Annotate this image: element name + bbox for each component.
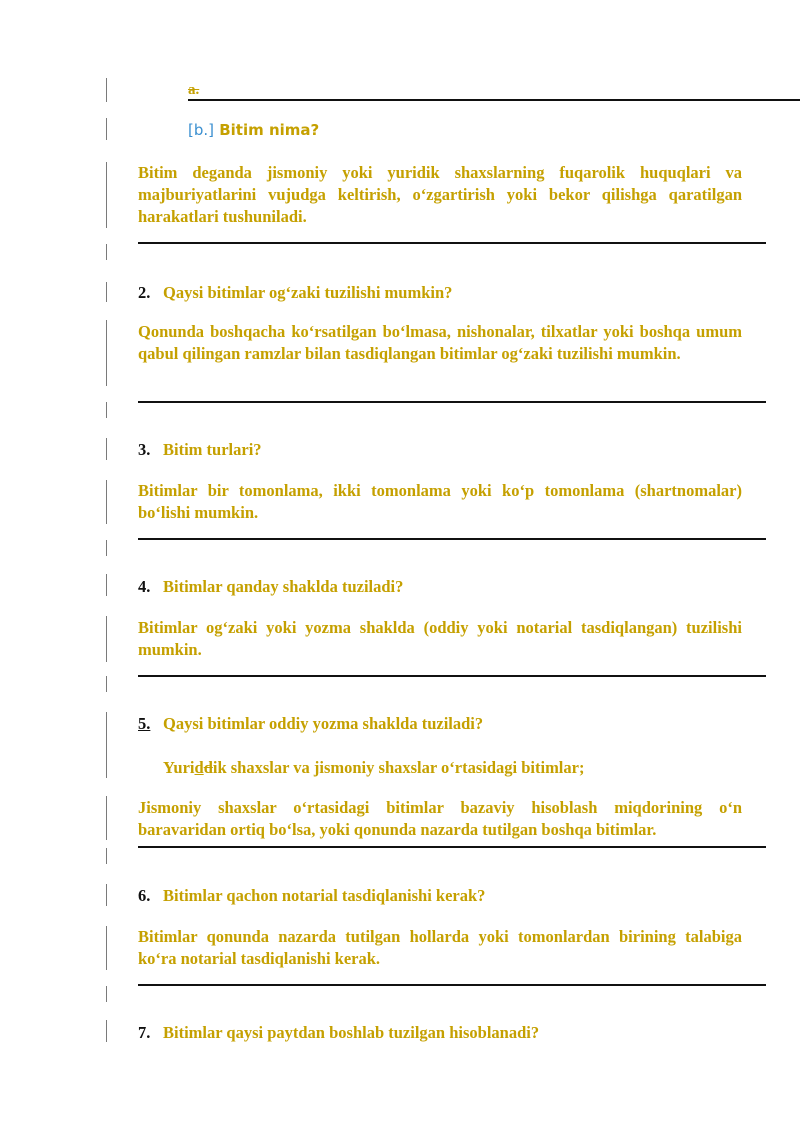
answer-b: Bitim deganda jismoniy yoki yuridik shaxslarning fuqarolik huquqlari va majburiyatlarini vujudga keltirish, oʻzgartirish yoki bekor qilishga qaratilgan harakatlari tushuniladi. bbox=[138, 163, 742, 226]
change-bar bbox=[106, 162, 107, 228]
question-text: Bitimlar qachon notarial tasdiqlanishi kerak? bbox=[163, 886, 486, 905]
question-number: 5. bbox=[138, 714, 151, 733]
separator-line bbox=[138, 242, 766, 244]
answer-4: Bitimlar ogʻzaki yoki yozma shaklda (oddiy yoki notarial tasdiqlangan) tuzilishi mumkin. bbox=[138, 618, 742, 659]
answer-6: Bitimlar qonunda nazarda tutilgan hollarda yoki tomonlardan birining talabiga koʻra notarial tasdiqlanishi kerak. bbox=[138, 927, 742, 968]
tracked-insertion: d bbox=[194, 758, 204, 777]
question-number: 3. bbox=[138, 440, 151, 459]
change-bar bbox=[106, 320, 107, 386]
question-text: Bitimlar qanday shaklda tuziladi? bbox=[163, 577, 404, 596]
sub-item-text: Yuri bbox=[163, 758, 195, 777]
change-bar bbox=[106, 712, 107, 778]
deleted-list-marker bbox=[188, 78, 199, 101]
question-number: 7. bbox=[138, 1023, 151, 1042]
question-text: Qaysi bitimlar oddiy yozma shaklda tuziladi? bbox=[163, 714, 484, 733]
sub-item-5 bbox=[163, 757, 584, 779]
change-bar bbox=[106, 926, 107, 970]
separator-line bbox=[138, 846, 766, 848]
change-bar bbox=[106, 884, 107, 906]
change-bar bbox=[106, 244, 107, 260]
question-text: Bitim turlari? bbox=[163, 440, 262, 459]
question-number: 4. bbox=[138, 577, 151, 596]
change-bar bbox=[106, 676, 107, 692]
question-7 bbox=[138, 1022, 539, 1044]
question-number: 6. bbox=[138, 886, 151, 905]
list-label: [b.] bbox=[188, 121, 214, 139]
question-text: Bitimlar qaysi paytdan boshlab tuzilgan hisoblanadi? bbox=[163, 1023, 540, 1042]
change-bar bbox=[106, 616, 107, 662]
question-5 bbox=[138, 713, 483, 735]
question-4 bbox=[138, 576, 403, 598]
question-b bbox=[188, 119, 319, 141]
change-bar bbox=[106, 848, 107, 864]
sub-item-text: ik shaxslar va jismoniy shaxslar oʻrtasidagi bitimlar; bbox=[212, 758, 585, 777]
change-bar bbox=[106, 78, 107, 102]
change-bar bbox=[106, 402, 107, 418]
question-2 bbox=[138, 282, 452, 304]
change-bar bbox=[106, 574, 107, 596]
question-6 bbox=[138, 885, 485, 907]
change-bar bbox=[106, 480, 107, 524]
answer-5: Jismoniy shaxslar oʻrtasidagi bitimlar bazaviy hisoblash miqdorining oʻn baravaridan ortiq boʻlsa, yoki qonunda nazarda tutilgan boshqa bitimlar. bbox=[138, 798, 742, 839]
answer-3: Bitimlar bir tomonlama, ikki tomonlama yoki koʻp tomonlama (shartnomalar) boʻlishi mumkin. bbox=[138, 481, 742, 522]
question-3 bbox=[138, 439, 262, 461]
deleted-marker-text: a. bbox=[188, 82, 200, 98]
change-bar bbox=[106, 540, 107, 556]
change-bar bbox=[106, 282, 107, 302]
separator-line bbox=[188, 99, 800, 101]
change-bar bbox=[106, 986, 107, 1002]
change-bar bbox=[106, 796, 107, 840]
change-bar bbox=[106, 118, 107, 140]
tracked-deletion: d bbox=[203, 758, 213, 777]
question-text: Bitim nima? bbox=[219, 121, 320, 139]
separator-line bbox=[138, 984, 766, 986]
separator-line bbox=[138, 401, 766, 403]
question-text: Qaysi bitimlar ogʻzaki tuzilishi mumkin? bbox=[163, 283, 453, 302]
separator-line bbox=[138, 675, 766, 677]
answer-2: Qonunda boshqacha koʻrsatilgan boʻlmasa, nishonalar, tilxatlar yoki boshqa umum qabul qilingan ramzlar bilan tasdiqlangan bitimlar ogʻzaki tuzilishi mumkin. bbox=[138, 322, 742, 363]
change-bar bbox=[106, 438, 107, 460]
change-bar bbox=[106, 1020, 107, 1042]
question-number: 2. bbox=[138, 283, 151, 302]
separator-line bbox=[138, 538, 766, 540]
